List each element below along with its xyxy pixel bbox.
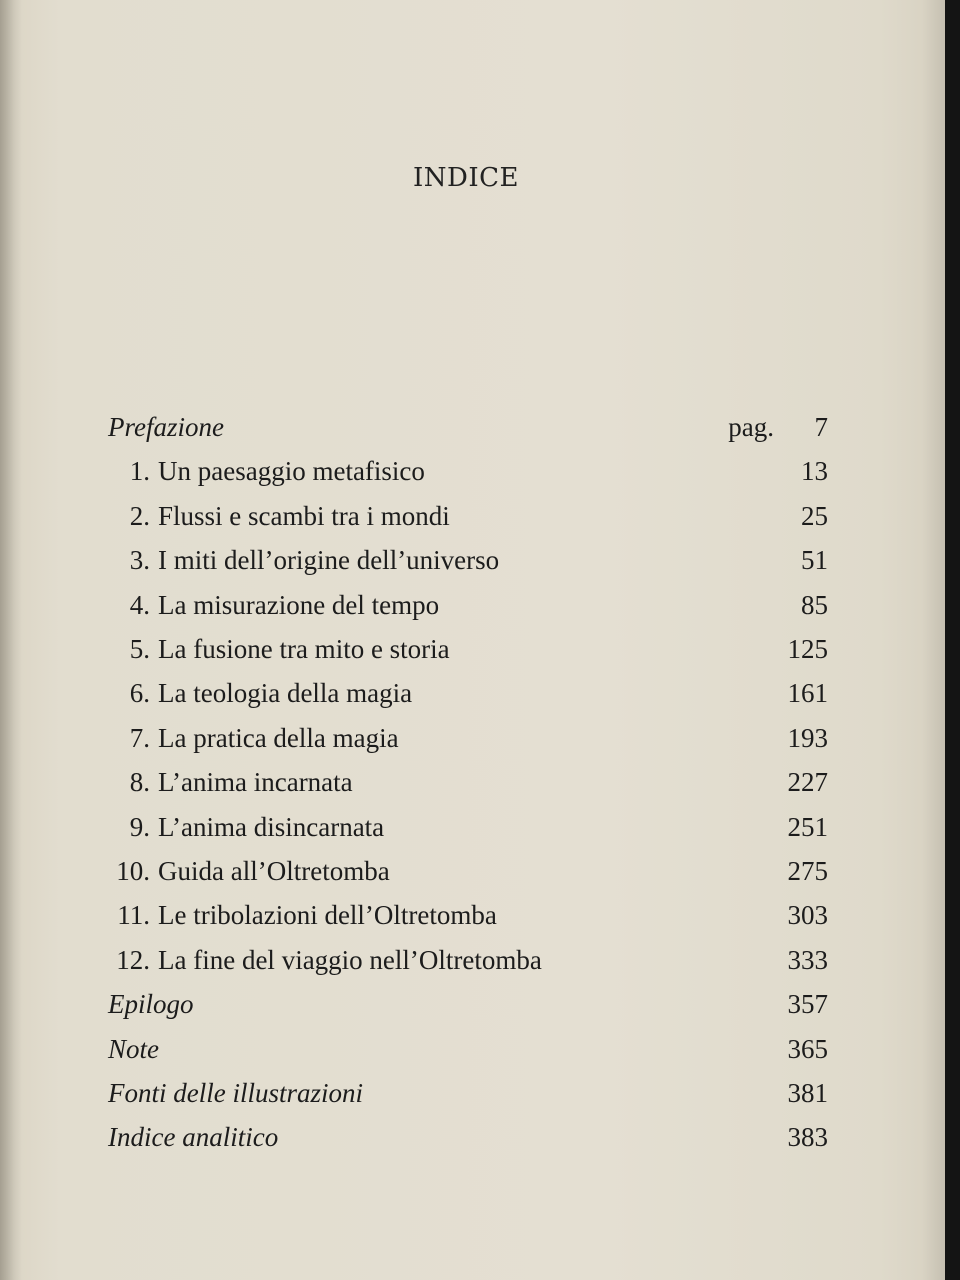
toc-entry bbox=[108, 767, 828, 803]
toc-entry bbox=[108, 1078, 828, 1114]
pag-label: pag. bbox=[728, 412, 774, 442]
entry-title: Note bbox=[108, 1033, 159, 1064]
page-number: 161 bbox=[787, 678, 828, 709]
entry-title: Prefazione bbox=[108, 412, 224, 442]
toc-entry bbox=[108, 1122, 828, 1158]
toc-entry bbox=[108, 412, 828, 448]
page-title: INDICE bbox=[412, 163, 519, 193]
chapter-number: 11. bbox=[117, 900, 150, 931]
chapter-number: 3. bbox=[129, 545, 150, 576]
entry-title: Un paesaggio metafisico bbox=[158, 456, 425, 487]
entry-title: L’anima disincarnata bbox=[158, 811, 385, 842]
toc-entry bbox=[108, 634, 828, 670]
page-number: 13 bbox=[801, 456, 828, 487]
chapter-number: 1. bbox=[129, 456, 150, 487]
chapter-number: 10. bbox=[116, 856, 150, 886]
entry-title: L’anima incarnata bbox=[158, 767, 353, 798]
entry-title: La fine del viaggio nell’Oltretomba bbox=[158, 944, 542, 975]
entry-title: Le tribolazioni dell’Oltretomba bbox=[158, 900, 497, 931]
chapter-number: 2. bbox=[129, 500, 150, 531]
toc-entry bbox=[108, 945, 828, 981]
toc-entry bbox=[108, 501, 828, 537]
entry-title: La pratica della magia bbox=[158, 722, 399, 753]
page-number: 383 bbox=[787, 1122, 828, 1153]
page-number: 275 bbox=[787, 856, 828, 886]
entry-title: Epilogo bbox=[108, 989, 194, 1020]
chapter-number: 8. bbox=[129, 767, 150, 798]
chapter-number: 5. bbox=[129, 634, 150, 664]
page-number: 357 bbox=[787, 989, 828, 1020]
page-number: 85 bbox=[801, 589, 828, 620]
entry-title: Indice analitico bbox=[108, 1122, 279, 1153]
toc-entry bbox=[108, 678, 828, 714]
entry-title: Flussi e scambi tra i mondi bbox=[158, 500, 450, 531]
page-number: 381 bbox=[787, 1078, 828, 1108]
toc-entry bbox=[108, 812, 828, 848]
chapter-number: 7. bbox=[129, 722, 150, 753]
toc-entry bbox=[108, 989, 828, 1025]
toc-entry bbox=[108, 1034, 828, 1070]
page-number: 51 bbox=[801, 545, 828, 576]
entry-title: La misurazione del tempo bbox=[158, 589, 440, 620]
toc-entry bbox=[108, 545, 828, 581]
chapter-number: 9. bbox=[129, 811, 150, 842]
entry-title: Guida all’Oltretomba bbox=[158, 856, 390, 886]
page-number: 251 bbox=[787, 811, 828, 842]
toc-entry bbox=[108, 900, 828, 936]
toc-entry bbox=[108, 856, 828, 892]
toc-entry bbox=[108, 723, 828, 759]
entry-title: I miti dell’origine dell’universo bbox=[158, 545, 500, 576]
page-number: 333 bbox=[787, 944, 828, 975]
page-number: 193 bbox=[787, 722, 828, 753]
entry-title: La fusione tra mito e storia bbox=[158, 634, 450, 664]
entry-title: La teologia della magia bbox=[158, 678, 413, 709]
chapter-number: 6. bbox=[129, 678, 150, 709]
page-number: 365 bbox=[787, 1033, 828, 1064]
toc-entry bbox=[108, 590, 828, 626]
page-number: 25 bbox=[801, 500, 828, 531]
chapter-number: 4. bbox=[129, 589, 150, 620]
entry-title: Fonti delle illustrazioni bbox=[108, 1078, 363, 1108]
page-number: 227 bbox=[787, 767, 828, 798]
page-number: 303 bbox=[787, 900, 828, 931]
chapter-number: 12. bbox=[116, 944, 150, 975]
page-number: 125 bbox=[787, 634, 828, 664]
toc-entry bbox=[108, 456, 828, 492]
page-number: 7 bbox=[814, 412, 828, 442]
